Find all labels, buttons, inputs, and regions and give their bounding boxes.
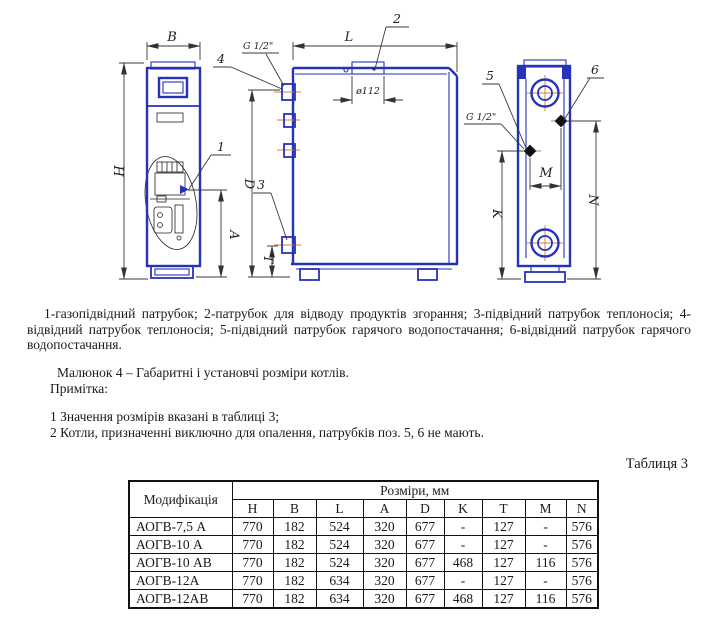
table-row: АОГВ-7,5 А 770 182 524 320 677 - 127 - 576 <box>129 518 598 536</box>
table-row: АОГВ-10 А 770 182 524 320 677 - 127 - 576 <box>129 536 598 554</box>
table-row: АОГВ-12А 770 182 634 320 677 - 127 - 576 <box>129 572 598 590</box>
header-D: D <box>406 500 444 518</box>
model-cell: АОГВ-12А <box>129 572 232 590</box>
note-item-1: 1 Значення розмірів вказані в таблиці 3; <box>50 409 280 424</box>
header-T: T <box>482 500 525 518</box>
dim-label-H: H <box>110 165 125 177</box>
dim-label-K: K <box>489 209 504 219</box>
part-label-3: 3 <box>257 177 265 192</box>
side-view <box>213 11 458 280</box>
header-M: M <box>525 500 566 518</box>
port-6 <box>555 115 568 128</box>
dim-label-M: M <box>539 166 553 181</box>
thread-label-right: G 1/2" <box>466 112 497 123</box>
table-caption: Таблиця 3 <box>625 456 688 472</box>
table-header-row-group <box>129 481 598 500</box>
gas-inlet-marker <box>180 185 189 194</box>
figure-caption: Малюнок 4 – Габаритні і установчі розміри котлів. <box>57 365 349 380</box>
header-B: B <box>273 500 316 518</box>
dimensions-table <box>128 480 599 609</box>
model-cell: АОГВ-10 АВ <box>129 554 232 572</box>
model-cell: АОГВ-12АВ <box>129 590 232 609</box>
note-item-2: 2 Котли, призначенні виключно для опалення, патрубків поз. 5, 6 не мають. <box>50 425 484 440</box>
dim-label-N: N <box>585 194 600 206</box>
dim-label-A: A <box>226 230 241 240</box>
part-label-2: 2 <box>393 11 401 26</box>
header-dimensions-group: Розміри, мм <box>232 481 598 500</box>
part-label-1: 1 <box>217 139 225 154</box>
header-K: K <box>444 500 482 518</box>
note-title: Примітка: <box>50 381 109 396</box>
part-label-5: 5 <box>486 68 494 83</box>
parts-legend: 1-газопідвідний патрубок; 2-патрубок для відводу продуктів згорання; 3-підвідний патрубок теплоносія; 4-відвідний патрубок теплоносія; 5-підвідний патрубок гарячого водопостачання; 6-відвідний патрубок гарячого водопостачання. <box>27 306 691 352</box>
table-row: АОГВ-10 АВ 770 182 524 320 677 468 127 116 576 <box>129 554 598 572</box>
boiler-dimensions-drawing <box>0 0 711 302</box>
model-cell: АОГВ-10 А <box>129 536 232 554</box>
dim-label-B: B <box>167 30 177 45</box>
diameter-label: ø112 <box>356 86 380 97</box>
table-row: АОГВ-12АВ 770 182 634 320 677 468 127 116 576 <box>129 590 598 609</box>
header-A: A <box>363 500 406 518</box>
header-H: H <box>232 500 273 518</box>
dim-label-T: T <box>260 254 275 264</box>
model-cell: АОГВ-7,5 А <box>129 518 232 536</box>
dim-label-L: L <box>344 30 354 45</box>
header-modification: Модифікація <box>129 481 232 518</box>
dim-label-D: D <box>241 178 256 190</box>
thread-label-left: G 1/2" <box>243 41 274 52</box>
header-L: L <box>316 500 363 518</box>
rear-view <box>464 60 604 282</box>
header-N: N <box>566 500 598 518</box>
part-label-6: 6 <box>591 62 599 77</box>
part-label-4: 4 <box>217 51 225 66</box>
